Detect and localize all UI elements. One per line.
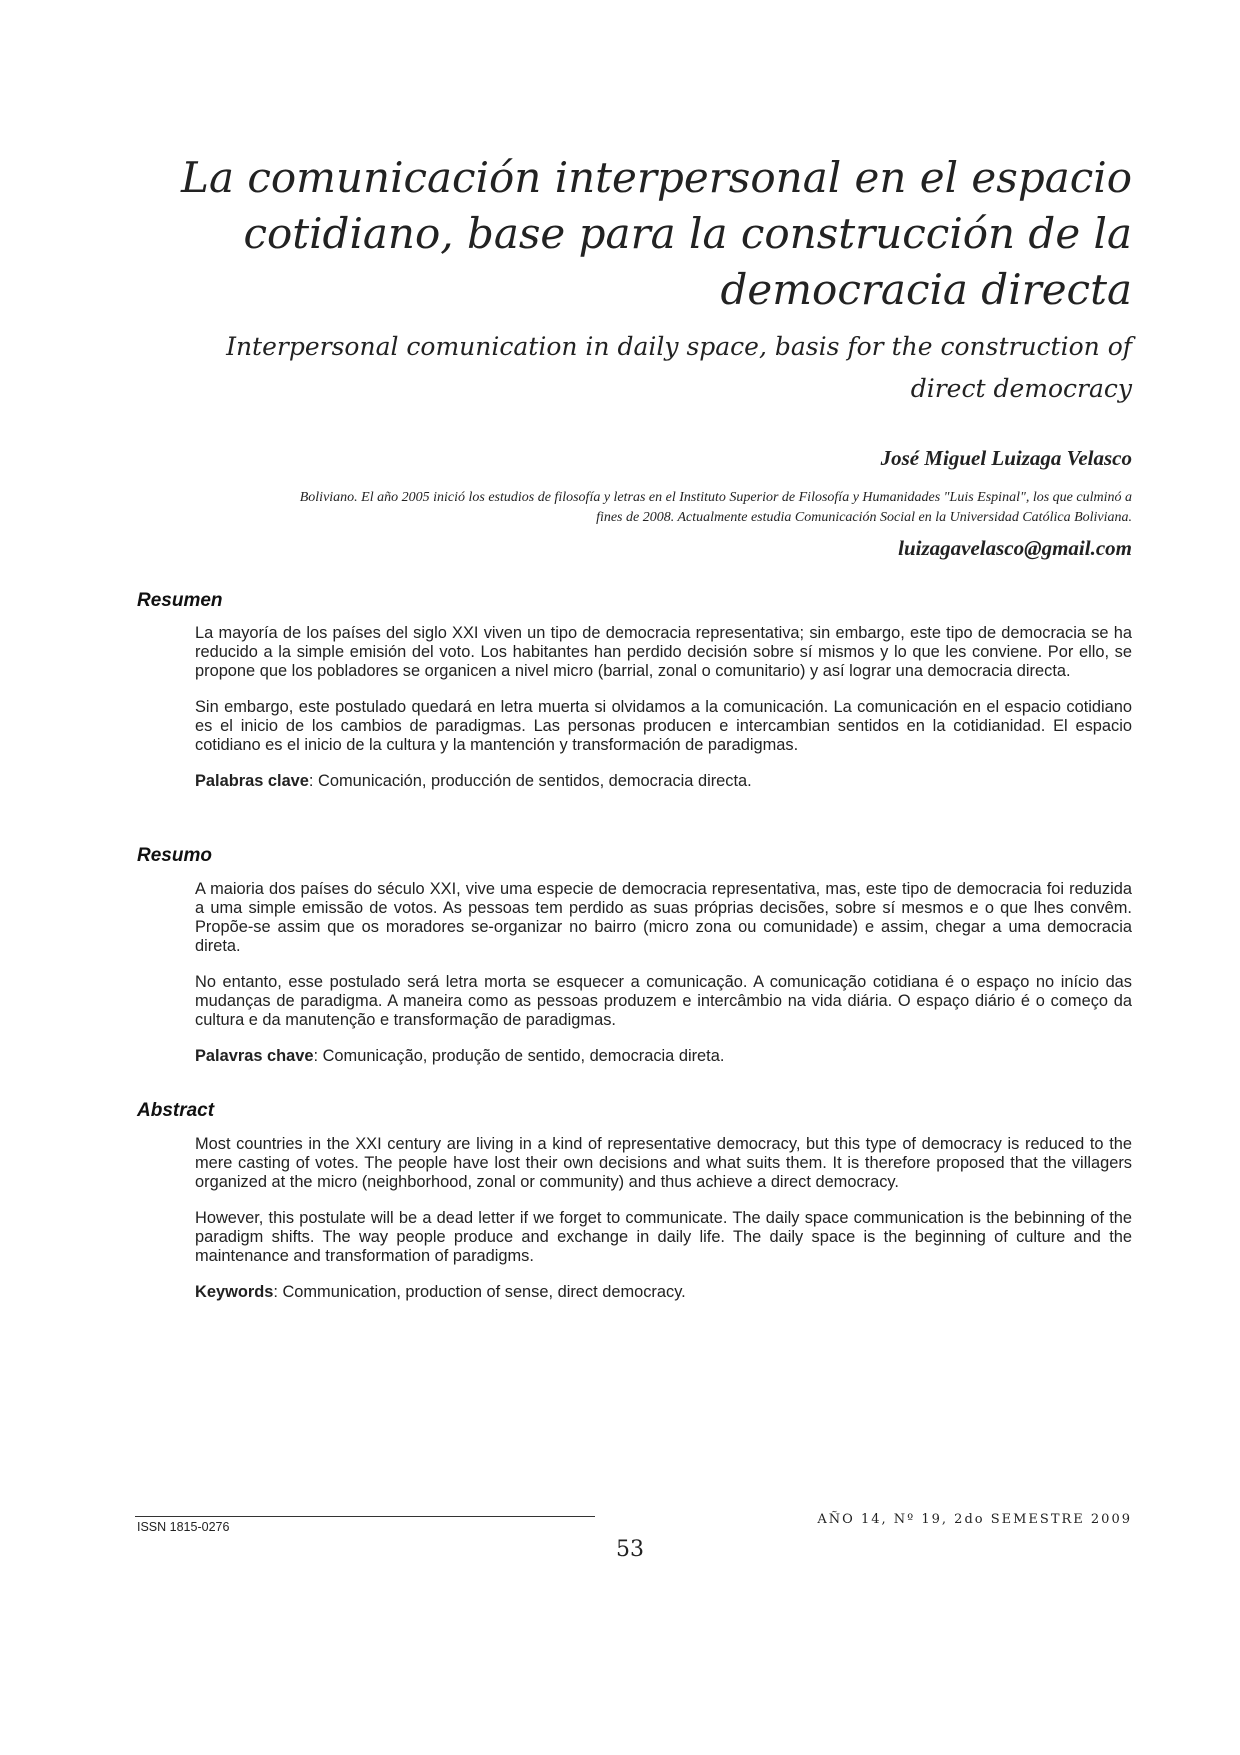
resumen-keywords (195, 772, 1132, 791)
subtitle-line: Interpersonal comunication in daily space, basis for the construction of (226, 332, 1132, 361)
page-number: 53 (616, 1537, 644, 1562)
resumo-section (195, 880, 1132, 1083)
keywords-text: : Communication, production of sense, direct democracy. (273, 1283, 686, 1301)
resumo-keywords (195, 1047, 1132, 1066)
author-email: luizagavelasco@gmail.com (898, 536, 1132, 560)
resumen-paragraph: Sin embargo, este postulado quedará en letra muerta si olvidamos a la comunicación. La comunicación en el espacio cotidiano es el inicio de los cambios de paradigmas. Las personas producen e intercambian sentidos en la cotidianidad. El espacio cotidiano es el inicio de la cultura y la mantención y transformación de paradigmas. (195, 698, 1132, 754)
title-line: democracia directa (720, 265, 1132, 314)
resumen-heading: Resumen (137, 590, 223, 611)
author-name: José Miguel Luizaga Velasco (880, 446, 1132, 470)
article-title (180, 150, 1132, 318)
article-subtitle (180, 326, 1132, 410)
title-line: La comunicación interpersonal en el espacio (181, 153, 1132, 202)
keywords-text: : Comunicação, produção de sentido, democracia direta. (313, 1047, 725, 1065)
title-line: cotidiano, base para la construcción de la (243, 209, 1132, 258)
keywords-label: Palavras chave (195, 1047, 314, 1065)
abstract-paragraph: Most countries in the XXI century are living in a kind of representative democracy, but this type of democracy is reduced to the mere casting of votes. The people have lost their own decisions and what suits them. It is therefore proposed that the villagers organized at the micro (neighborhood, zonal or community) and thus achieve a direct democracy. (195, 1135, 1132, 1191)
issn-label: ISSN 1815-0276 (137, 1520, 230, 1534)
issue-info: AÑO 14, Nº 19, 2do SEMESTRE 2009 (817, 1512, 1132, 1527)
resumo-paragraph: A maioria dos países do século XXI, vive uma especie de democracia representativa, mas, este tipo de democracia foi reduzida a uma simple emissão de votos. As pessoas tem perdido as suas próprias decisões, sobre sí mesmos e o que lhes convêm. Propõe-se assim que os moradores se-organizar no bairro (micro zona ou comunidade) e assim, chegar a uma democracia direta. (195, 880, 1132, 955)
author-bio (150, 488, 1132, 528)
subtitle-line: direct democracy (910, 374, 1132, 403)
abstract-keywords (195, 1283, 1132, 1302)
bio-line: Boliviano. El año 2005 inició los estudios de filosofía y letras en el Instituto Superior de Filosofía y Humanidades "Luis Espinal", los que culminó a (299, 490, 1132, 505)
keywords-text: : Comunicación, producción de sentidos, democracia directa. (308, 772, 752, 790)
resumo-heading: Resumo (137, 845, 212, 866)
bio-line: fines de 2008. Actualmente estudia Comunicación Social en la Universidad Católica Boliviana. (596, 510, 1132, 525)
abstract-section (195, 1135, 1132, 1319)
abstract-paragraph: However, this postulate will be a dead letter if we forget to communicate. The daily space communication is the bebinning of the paradigm shifts. The way people produce and exchange in daily life. The daily space is the beginning of culture and the maintenance and transformation of paradigms. (195, 1209, 1132, 1265)
resumen-paragraph: La mayoría de los países del siglo XXI viven un tipo de democracia representativa; sin embargo, este tipo de democracia se ha reducido a la simple emisión del voto. Los habitantes han perdido decisión sobre sí mismos y lo que les conviene. Por ello, se propone que los pobladores se organicen a nivel micro (barrial, zonal o comunitario) y así lograr una democracia directa. (195, 624, 1132, 680)
keywords-label: Palabras clave (195, 772, 309, 790)
resumen-section (195, 624, 1132, 808)
abstract-heading: Abstract (137, 1100, 215, 1121)
resumo-paragraph: No entanto, esse postulado será letra morta se esquecer a comunicação. A comunicação cotidiana é o espaço no início das mudanças de paradigma. A maneira como as pessoas produzem e intercâmbio na vida diária. O espaço diário é o começo da cultura e da manutenção e transformação de paradigmas. (195, 973, 1132, 1029)
footer-divider (135, 1516, 595, 1517)
keywords-label: Keywords (195, 1283, 274, 1301)
